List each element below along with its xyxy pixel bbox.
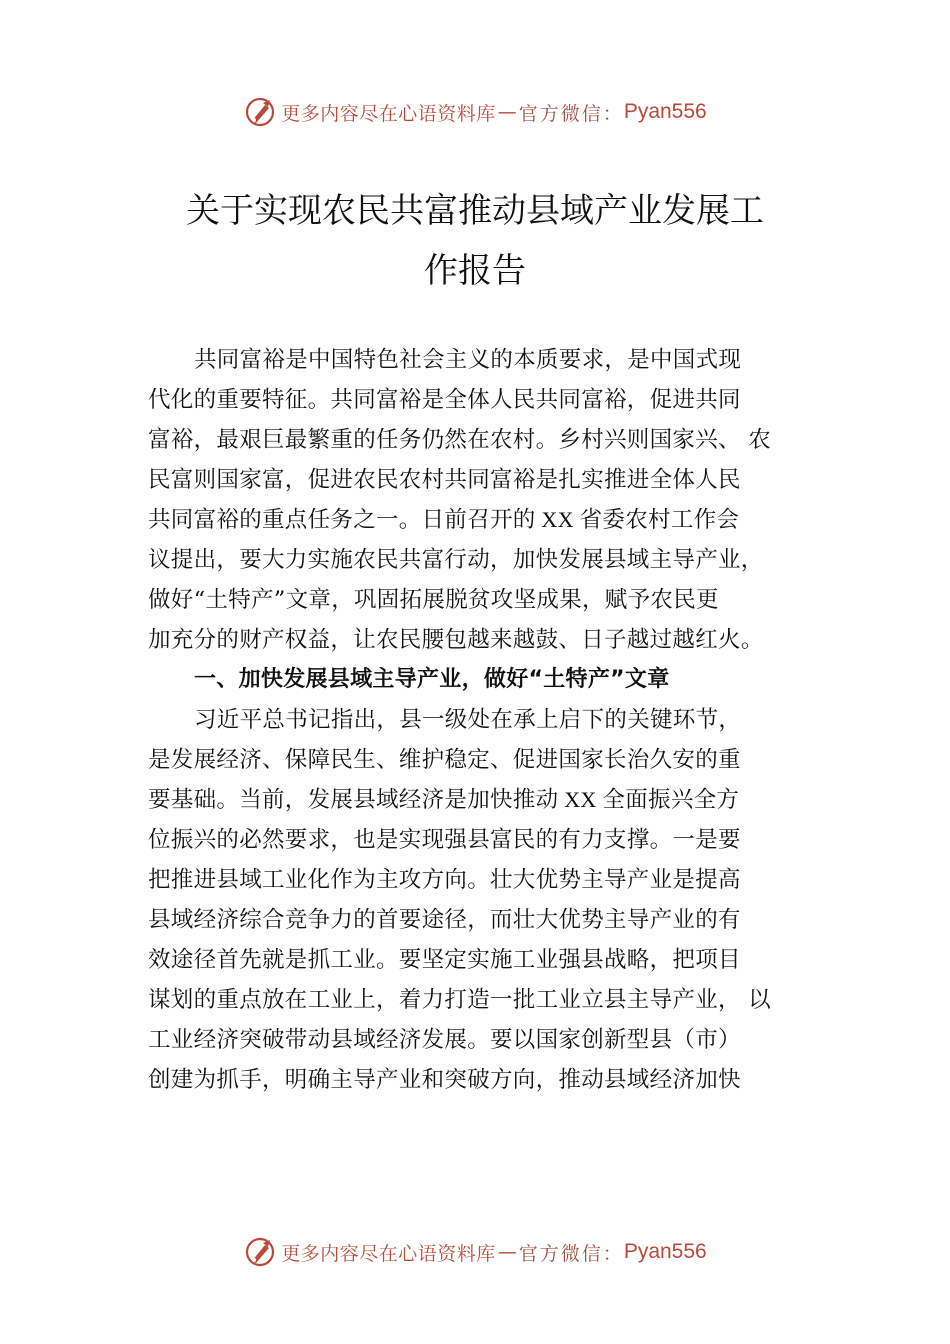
banner-wechat-id: Pyan556 [623,1240,707,1263]
paragraph-1-line: 民富则国家富，促进农民农村共同富裕是扎实推进全体人民 [148,467,741,493]
paragraph-1-line: 共同富裕是中国特色社会主义的本质要求，是中国式现 [194,347,742,373]
banner-text: 更多内容尽在心语资料库 [281,102,496,125]
paragraph-2-line: 是发展经济、保障民生、维护稳定、促进国家长治久安的重 [148,747,741,773]
paragraph-2-line: 县域经济综合竞争力的首要途径，而壮大优势主导产业的有 [148,907,741,933]
paragraph-2-line: 创建为抓手，明确主导产业和突破方向，推动县域经济加快 [148,1067,741,1093]
paragraph-1-line [148,500,818,540]
banner-wechat-label: 官方微信： [518,1242,624,1265]
pen-nib-logo-icon [243,1235,277,1269]
header-banner [0,92,950,132]
paragraph-2-line: 谋划的重点放在工业上，着力打造一批工业立县主导产业， 以 [148,987,772,1013]
paragraph-2-text: 全面振兴全方 [602,787,740,813]
paragraph-1-text: 共同富裕的重点任务之一。日前召开的 [148,507,536,533]
paragraph-2-line: 把推进县域工业化作为主攻方向。壮大优势主导产业是提高 [148,867,741,893]
paragraph-2-line: 工业经济突破带动县域经济发展。要以国家创新型县（市） [148,1027,741,1053]
paragraph-1-line: 代化的重要特征。共同富裕是全体人民共同富裕，促进共同 [148,387,741,413]
section-heading-1: 一、加快发展县域主导产业，做好“土特产”文章 [194,667,670,692]
paragraph-1-line: 加充分的财产权益，让农民腰包越来越鼓、日子越过越红火。 [148,627,764,653]
document-title-line-1: 关于实现农民共富推动县域产业发展工 [186,191,764,231]
footer-banner [0,1232,950,1272]
banner-wechat-label: 官方微信： [518,102,624,125]
banner-separator: — [497,101,517,123]
banner-separator: — [497,1241,517,1263]
banner-text: 更多内容尽在心语资料库 [281,1242,496,1265]
province-placeholder: XX [564,787,597,812]
paragraph-2-line: 习近平总书记指出，县一级处在承上启下的关键环节， [194,707,742,733]
paragraph-1-line: 议提出，要大力实施农民共富行动，加快发展县域主导产业， [148,547,764,573]
paragraph-1-line: 富裕，最艰巨最繁重的任务仍然在农村。乡村兴则国家兴、 农 [148,427,772,453]
paragraph-2-text: 要基础。当前，发展县域经济是加快推动 [148,787,559,813]
paragraph-1-line: 做好“土特产”文章，巩固拓展脱贫攻坚成果，赋予农民更 [148,587,719,613]
document-title-line-2: 作报告 [424,251,526,291]
paragraph-2-line: 位振兴的必然要求，也是实现强县富民的有力支撑。一是要 [148,827,741,853]
paragraph-2-line: 效途径首先就是抓工业。要坚定实施工业强县战略，把项目 [148,947,741,973]
pen-nib-logo-icon [243,95,277,129]
paragraph-2-line [148,780,818,820]
paragraph-1-text: 省委农村工作会 [579,507,740,533]
document-body [148,340,818,1100]
banner-wechat-id: Pyan556 [623,100,707,123]
province-placeholder: XX [541,507,574,532]
